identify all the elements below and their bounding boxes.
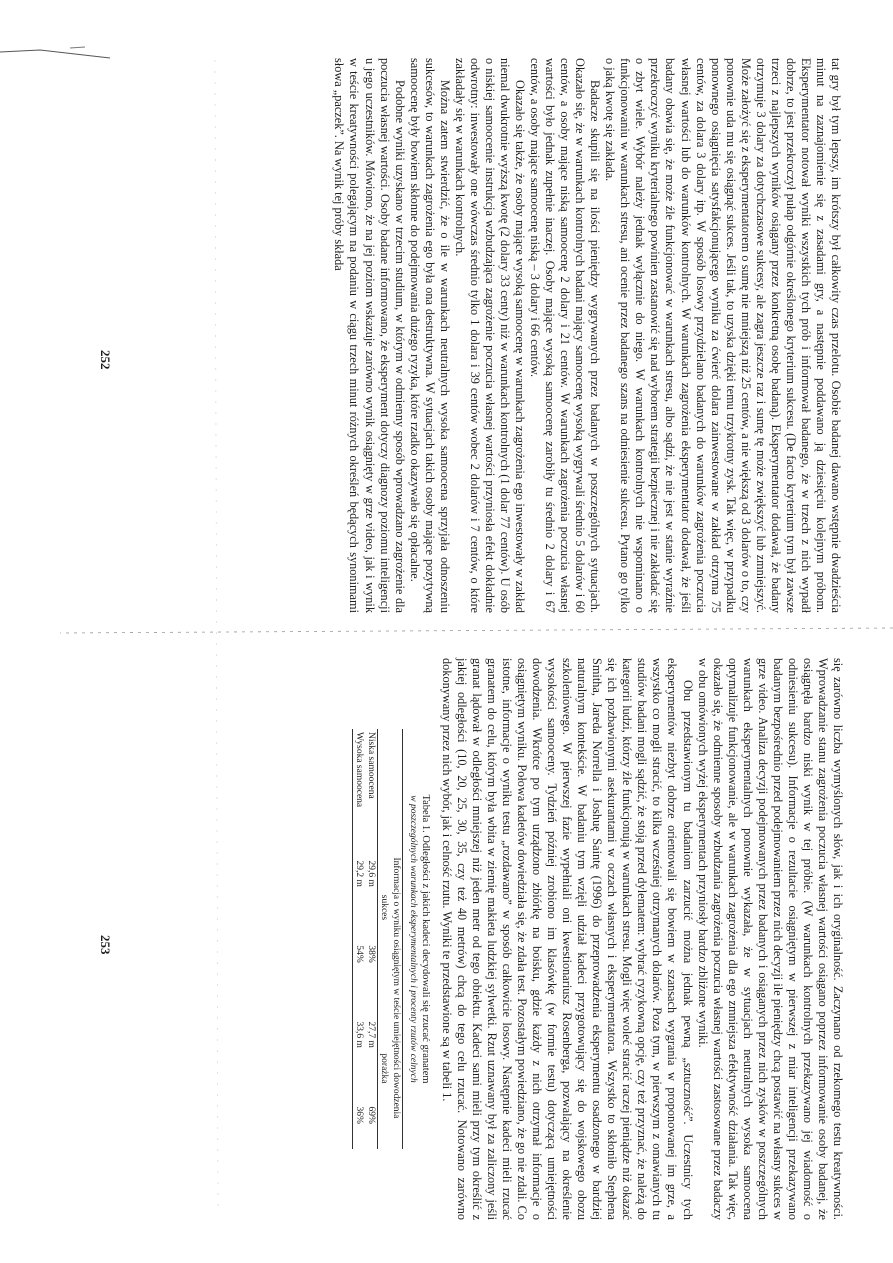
row-label: Niska samoocena	[365, 732, 376, 799]
paragraph: Obu przedstawionym tu badaniom zarzucić można jednak pewną „sztuczność”. Uczestnicy tych eksperymentów niezbyt dobrze orientowali się bowiem w szansach wygrania w proponowanej im grze, a wszystko co mogli stracić, to kilka wcześniej otrzymanych dolarów. Poza tym, w pierwszym z omawianych tu studiów badani mogli sądzić, że stoją przed dylematem: wybrać ryzykowną opcję, czy też przyznać, że należą do kategorii ludzi, którzy źle funkcjonują w warunkach stresu. Mogli więc woleć stracić raczej pieniądze niż okazać się ich pozbawionymi asekurantami w oczach własnych i eksperymentatora. Wszystko to skłoniło Stephena Smitha, Jareda Norrella i Joshuę Saintę (1996) do przeprowadzenia eksperymentu osadzonego w bardziej naturalnym kontekście. W badaniu tym wzięli udział kadeci przygotowujący się do wojskowego obozu szkoleniowego. W pierwszej fazie wypełniali oni kwestionariusz Rosenberga, pozwalający na określenie wysokości samooceny. Tydzień później zrobiono im klasówkę (w formie testu) dotyczącą umiejętności dowodzenia. Wkrótce po tym urządzono zbiórkę na boisku, gdzie każdy z nich otrzymał informacje o osiągniętym wyniku. Połowa kadetów dowiedziała się, że zdała test. Pozostałym powiedziano, że go nie zdali. Co istotne, informacje o wyniku testu „rozdawano” w sposób całkowicie losowy. Następnie kadeci mieli rzucać granatem do celu, którym była wbita w ziemię makieta ludzkiej sylwetki. Rzut uznawany był za zaliczony jeśli granat lądował w odległości mniejszej niż jeden metr od tego obiektu. Kadeci sami mieli przy tym określić z jakiej odległości (10, 20, 25, 30, 35, czy też 40 metrów) chcą do tego celu rzucać. Notowano zarówno dokonywany przez nich wybór, jak i celność rzutu. Wyniki te przedstawione są w tabeli 1.	[439, 658, 695, 1220]
table-title: Tabela 1. Odległości z jakich kadeci decydowali się rzucać granatem	[419, 794, 431, 1084]
paragraph: Badacze skupili się na ilości pieniędzy wygrywanych przez badanych w poszczególnych sytuacjach. Okazało się, że w warunkach kontrolnych badani mający samoocenę wysoką wygrywali średnio 5 dolarów i 60 centów, a osoby mające niską samoocenę 2 dolary i 21 centów. W warunkach zagrożenia poczucia własnej wartości było jednak zupełnie inaczej. Osoby mające wysoką samoocenę zarobiły tu średnio 2 dolary i 67 centów, a osoby mające samoocenę niską – 3 dolary i 66 centów.	[528, 58, 603, 613]
table-cell: 38%	[365, 945, 376, 963]
table-col-group: sukces	[378, 894, 389, 921]
table-header-top: Informacja o wyniku osiągniętym w teście umiejętności dowodzenia	[390, 857, 401, 1119]
table-cell: 29,2 m	[353, 860, 364, 887]
paragraph: Można zatem stwierdzić, że o ile w warunkach neutralnych wysoka samoocena sprzyjała odnoszeniu sukcesów, to warunkach zagrożenia ego była ona destruktywna. W sytuacjach takich osoby mające pozytywną samoocenę były bowiem skłonne do podejmowania dużego ryzyka, które rzadko okazywało się opłacalne.	[407, 58, 452, 613]
table-cell: 29,6 m	[365, 860, 376, 887]
row-label: Wysoka samoocena	[353, 732, 364, 808]
table-corner	[390, 729, 403, 827]
page-253	[352, 658, 845, 1220]
table-row	[365, 729, 378, 1149]
table-cell: 54%	[353, 945, 364, 963]
paragraph: Okazało się także, że osoby mające wysoką samoocenę w warunkach zagrożenia ego inwestowały w zakład niemal dwukrotnie wyższą kwotę (2 dolary 33 centy) niż w warunkach kontrolnych (1 dolar 77 centów). U osób o niskiej samoocenie instrukcja wzbudzająca zagrożenie poczucia własnej wartości przyniosła efekt dokładnie odwrotny: inwestowały one wówczas średnio tylko 1 dolara i 39 centów wobec 2 dolarów i 7 centów, o które zakładały się w warunkach kontrolnych.	[452, 58, 528, 613]
results-table	[352, 729, 431, 1149]
paragraph: się zarówno liczba wymyślonych słów, jak i ich oryginalność. Zaczynano od rzekomego testu kreatywności. Wprowadzanie stanu zagrożenia poczucia własnej wartości osiągano poprzez informowanie osoby badanej, że osiągnęła bardzo niski wynik w tej próbie. (W warunkach kontrolnych przekazywano jej wiadomość o odniesieniu sukcesu). Informacje o rezultacie osiągniętym w pierwszej z miar inteligencji przekazywano badanym bezpośrednio przed podejmowaniem przez nich decyzji ile pieniędzy chcą postawić na własny sukces w grze video. Analiza decyzji podejmowanych przez badanych i osiąganych przez nich zysków w poszczególnych warunkach eksperymentalnych ponownie wykazała, że w sytuacjach neutralnych wysoka samoocena optymalizuje funkcjonowanie, ale w warunkach zagrożenia dla ego zmniejsza efektywność działania. Tak więc, okazało się, że odmienne sposoby wzbudzania zagrożenia poczucia własnej wartości zastosowane przez badaczy w obu omówionych wyżej eksperymentach przyniosły bardzo zbliżone wyniki.	[695, 658, 845, 1220]
table-cell: 36%	[353, 1106, 364, 1124]
page-252	[331, 58, 843, 613]
table-cell: 69%	[365, 1106, 376, 1124]
table-col-group: porażka	[378, 1053, 389, 1084]
table-row	[352, 729, 365, 1149]
paragraph: Podobne wyniki uzyskano w trzecim studium, w którym w odmienny sposób wprowadzano zagrożenie dla poczucia własnej wartości. Osoby badane informowano, że eksperyment dotyczy diagnozy poziomu inteligencji u jego uczestników. Mówiono, że na jej poziom wskazuje zarówno wynik osiągnięty w grze video, jak i wynik w teście kreatywności polegającym na podaniu w ciągu trzech minut różnych określeń będących synonimami słowa „paczek”. Na wynik tej próby składa	[332, 58, 407, 613]
table-subtitle: w poszczególnych warunkach eksperymentalnych i procenty rzutów celnych	[407, 795, 418, 1083]
table-cell: 27,7 m	[365, 1021, 376, 1048]
table-cell: 33,6 m	[353, 1021, 364, 1048]
page-number-253: 253	[98, 935, 113, 955]
paragraph: tat gry był tym lepszy, im krótszy był całkowity czas przelotu. Osobie badanej dawano wstępnie dwadzieścia minut na zaznajomienie się z zasadami gry, a następnie poddawano ją dziesięciu kolejnym próbom. Eksperymentator notował wyniki wszystkich tych prób i informował badanego, że w trzech z nich wypadł dobrze, to jest przekroczył pułap odgórnie określonego kryterium sukcesu. (De facto kryterium tym był zawsze trzeci z najlepszych wyników osiągany przez konkretną osobę badaną). Eksperymentator dodawał, że badany otrzymuje 3 dolary za dotychczasowe sukcesy, ale zagra jeszcze raz i sumę tę może zwiększyć lub zmniejszyć. Może założyć się z eksperymentatorem o sumę nie mniejszą niż 25 centów, a nie większą od 3 dolarów o to, czy ponownie uda mu się osiągnąć sukces. Jeśli tak, to uzyska dzięki temu trzykrotny zysk. Tak więc, w przypadku ponownego osiągnięcia satysfakcjonującego wyniku za ćwierć dolara zainwestowane w zakład otrzyma 75 centów, za dolara 3 dolary itp. W sposób losowy przydzielano badanych do warunków zagrożenia poczucia własnej wartości lub do warunków kontrolnych. W warunkach zagrożenia eksperymentator dodawał, że jeśli badany obawia się, że może źle funkcjonować w warunkach stresu, albo sądzi, że nie jest w stanie wyraźnie przekroczyć wyniku kryterialnego powinien zastanowić się nad wyborem strategii bezpiecznej i nie zakładać się o zbyt wiele. Wybór należy jednak wyłącznie do niego. W warunkach kontrolnych nie wspominano o funkcjonowaniu w warunkach stresu, ani ocenie przez badanego szans na odniesienie sukcesu. Pytano go tylko o jaką kwotę się zakłada.	[603, 58, 843, 613]
table	[352, 729, 403, 1149]
table-corner	[377, 729, 390, 827]
page-number-252: 252	[98, 350, 113, 370]
